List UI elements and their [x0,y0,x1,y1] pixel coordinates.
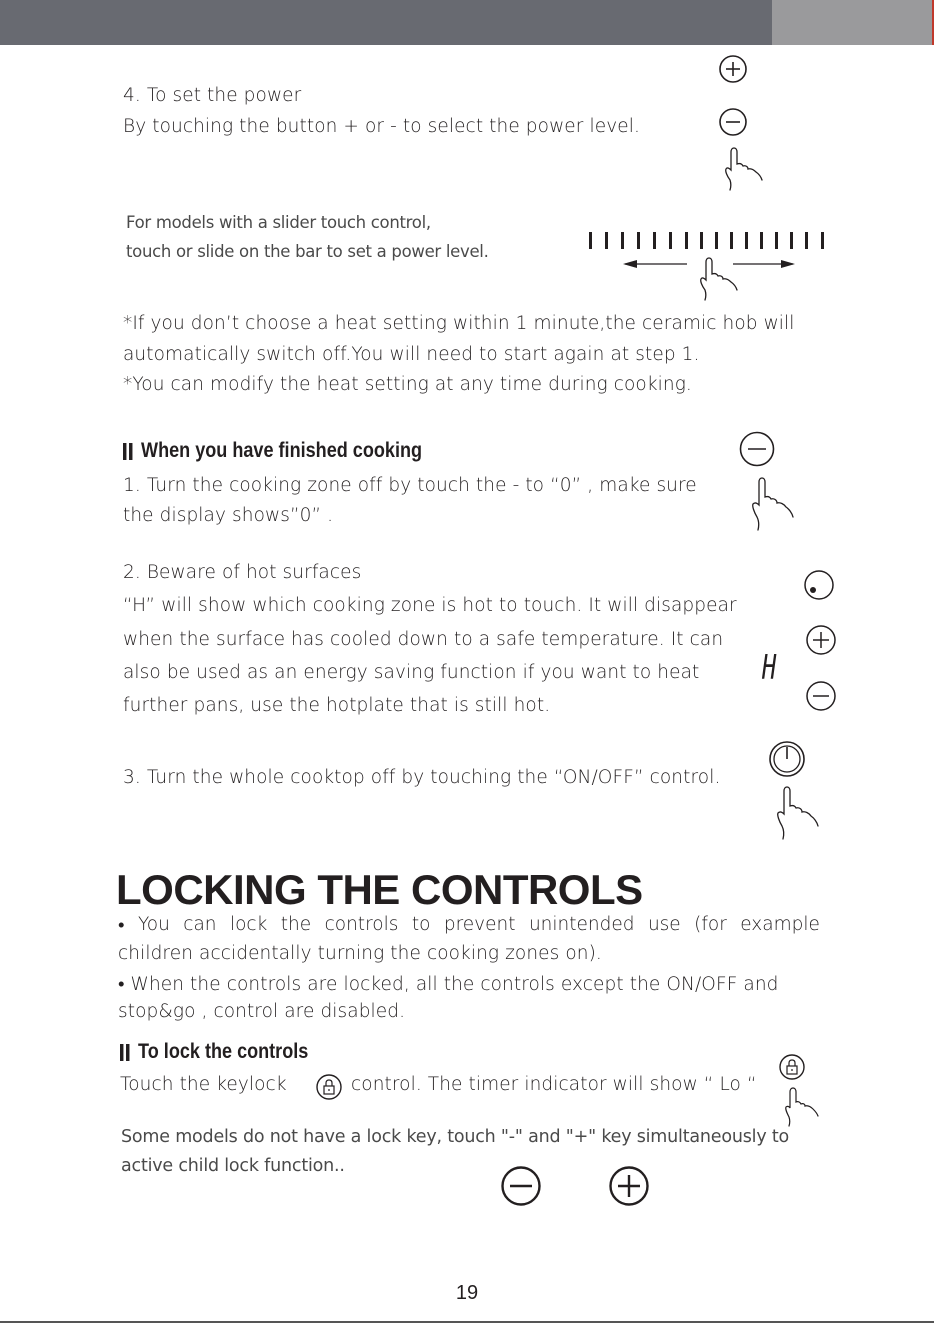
note-line-2: automatically switch off.You will need to start again at step 1. [123,344,700,365]
word: to [411,914,431,935]
lock-alternate-line1: Some models do not have a lock key, touch "-" and "+" key simultaneously to [121,1127,790,1147]
power-icon [768,740,806,778]
word: the [280,914,312,935]
power-instruction: By touching the button + or - to select the power level. [123,116,640,137]
finished-step2-line2: when the surface has cooled down to a safe temperature. It can [123,629,724,650]
note-line-3: *You can modify the heat setting at any time during cooking. [123,374,692,395]
locking-bullet1-line2: children accidentally turning the cooking zones on). [118,943,602,964]
minus-icon [805,680,837,712]
header-bar-tab [772,0,932,45]
plus-icon [608,1165,650,1207]
finished-step1-line1: 1. Turn the cooking zone off by touch the - to “0” , make sure [123,475,697,496]
lock-section-title [120,1040,308,1064]
minus-icon [718,107,748,137]
finished-step2-line1: “H” will show which cooking zone is hot to touch. It will disappear [123,595,737,616]
plus-icon [718,54,748,84]
page-number: 19 [455,1282,479,1304]
power-heading: 4. To set the power [123,85,302,106]
word: use [647,914,681,935]
finished-step2-heading: 2. Beware of hot surfaces [123,562,362,583]
word: lock [229,914,268,935]
keylock-icon [778,1053,806,1081]
locking-bullet2-line2: stop&go , control are disabled. [118,1001,406,1022]
section-marker [126,1044,129,1061]
section-marker [120,1044,123,1061]
word: You [137,914,170,935]
word: can [183,914,217,935]
slider-text-line1: For models with a slider touch control, [126,213,431,232]
lock-instruction-part2: control. The timer indicator will show “ Lo “ [351,1074,757,1095]
finished-step2-line4: further pans, use the hotplate that is still hot. [123,695,551,716]
lock-title-text: To lock the controls [138,1040,309,1063]
word: unintended [528,914,635,935]
locking-title: LOCKING THE CONTROLS [116,866,643,913]
keylock-icon [315,1073,343,1101]
minus-icon [500,1165,542,1207]
section-marker [129,443,132,460]
word: controls [324,914,399,935]
finger-touch-icon [773,784,825,842]
header-bar [0,0,772,45]
lock-alternate-line2: active child lock function.. [121,1156,345,1176]
finished-step2-line3: also be used as an energy saving function if you want to heat [123,662,700,683]
word: prevent [443,914,516,935]
section-marker [123,443,126,460]
locking-bullet1-line1 [118,914,820,936]
finished-step1-line2: the display shows”0” . [123,505,334,526]
finished-section-title [123,439,422,463]
word: example [740,914,820,935]
lock-instruction-part1: Touch the keylock [120,1074,287,1095]
plus-icon [805,624,837,656]
note-line-1: *If you don’t choose a heat setting within 1 minute,the ceramic hob will [123,313,795,334]
hot-indicator-display: H [762,648,777,688]
word: (for [694,914,727,935]
finger-touch-icon [748,475,798,533]
zone-select-icon [803,569,835,601]
finger-touch-icon [722,146,766,192]
finished-step3-line1: 3. Turn the whole cooktop off by touching the “ON/OFF” control. [123,767,721,788]
word: • [118,915,125,936]
minus-icon [739,431,775,467]
locking-bullet2-line1: • When the controls are locked, all the controls except the ON/OFF and [118,974,779,995]
finger-touch-icon [783,1086,823,1128]
slider-text-line2: touch or slide on the bar to set a power level. [126,242,489,261]
slider-bar-icon [585,230,835,305]
finished-title-text: When you have finished cooking [141,439,423,462]
